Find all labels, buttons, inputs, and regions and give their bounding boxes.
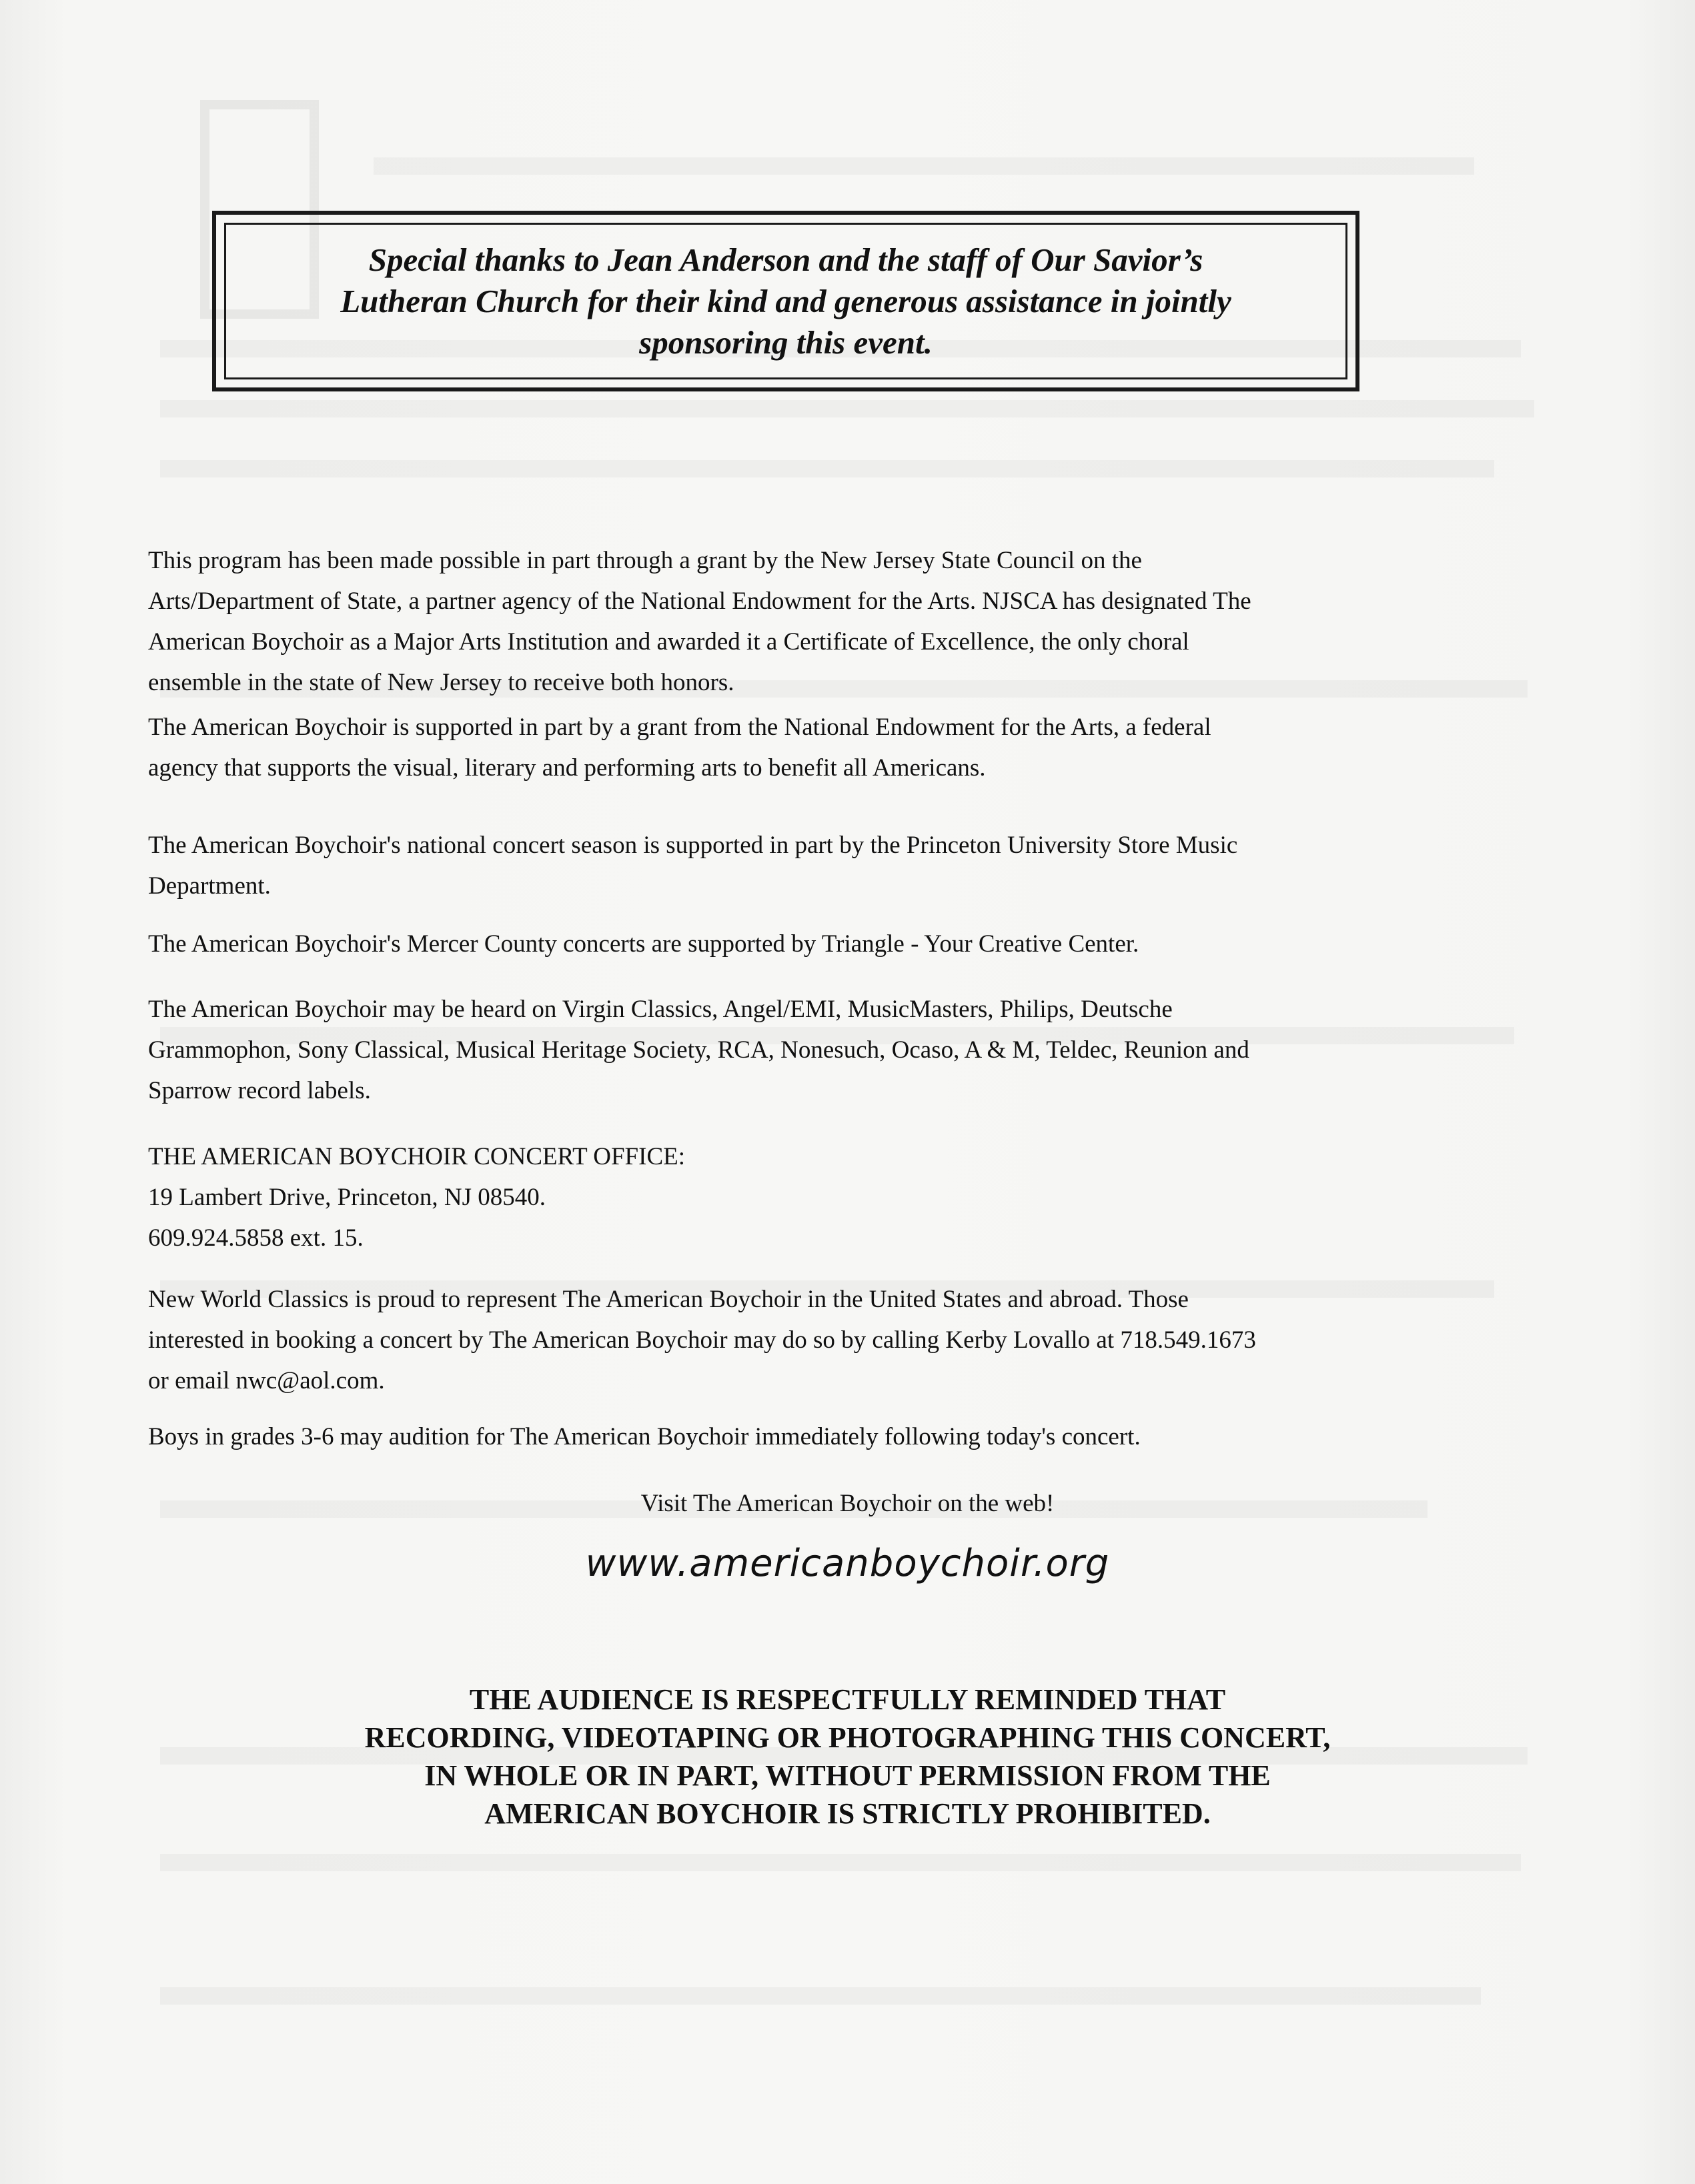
notice-line: RECORDING, VIDEOTAPING OR PHOTOGRAPHING THIS CONCERT, (364, 1721, 1331, 1754)
bleed-through-line (374, 157, 1474, 175)
office-phone: 609.924.5858 ext. 15. (148, 1224, 364, 1252)
sponsor-line: sponsoring this event. (639, 323, 933, 361)
paragraph-line: Arts/Department of State, a partner agency of the National Endowment for the Arts. NJSCA has designated The (148, 588, 1251, 615)
notice-line: IN WHOLE OR IN PART, WITHOUT PERMISSION FROM THE (424, 1759, 1271, 1792)
paragraph-line: Boys in grades 3-6 may audition for The American Boychoir immediately following today's concert. (148, 1423, 1141, 1450)
paragraph-line: The American Boychoir's Mercer County concerts are supported by Triangle - Your Creative Center. (148, 930, 1139, 958)
office-heading: THE AMERICAN BOYCHOIR CONCERT OFFICE: (148, 1143, 686, 1170)
paragraph-line: agency that supports the visual, literary and performing arts to benefit all Americans. (148, 754, 986, 782)
bleed-through-line (160, 1854, 1521, 1871)
paragraph-line: New World Classics is proud to represent The American Boychoir in the United States and abroad. Those (148, 1286, 1189, 1313)
paragraph-line: interested in booking a concert by The American Boychoir may do so by calling Kerby Lovallo at 718.549.1673 (148, 1326, 1256, 1354)
princeton-paragraph (148, 825, 1562, 906)
paragraph-line: The American Boychoir is supported in part by a grant from the National Endowment for the Arts, a federal (148, 714, 1211, 741)
record-labels-paragraph (148, 989, 1562, 1111)
paragraph-line: Sparrow record labels. (148, 1077, 371, 1104)
njsca-paragraph (148, 540, 1562, 703)
paragraph-line: ensemble in the state of New Jersey to receive both honors. (148, 669, 734, 696)
sponsor-line: Special thanks to Jean Anderson and the staff of Our Savior’s (368, 241, 1203, 278)
new-world-paragraph (148, 1279, 1562, 1401)
paragraph-line: The American Boychoir's national concert season is supported in part by the Princeton University Store Music (148, 832, 1238, 859)
notice-line: AMERICAN BOYCHOIR IS STRICTLY PROHIBITED. (484, 1797, 1211, 1830)
sponsor-box (212, 211, 1359, 391)
audition-paragraph (148, 1416, 1562, 1457)
sponsor-text (320, 239, 1251, 363)
bleed-through-line (160, 460, 1494, 477)
bleed-through-line (160, 400, 1534, 417)
visit-web-text: Visit The American Boychoir on the web! (640, 1490, 1055, 1517)
sponsor-line: Lutheran Church for their kind and generous assistance in jointly (340, 282, 1231, 319)
nea-paragraph (148, 707, 1562, 788)
mercer-paragraph (148, 924, 1562, 964)
bleed-through-line (160, 1987, 1481, 2005)
office-address: 19 Lambert Drive, Princeton, NJ 08540. (148, 1184, 546, 1211)
sponsor-box-inner (224, 223, 1347, 379)
paragraph-line: Department. (148, 872, 271, 900)
concert-office (148, 1136, 1562, 1258)
paragraph-line: Grammophon, Sony Classical, Musical Heritage Society, RCA, Nonesuch, Ocaso, A & M, Teldec, Reunion and (148, 1036, 1249, 1064)
recording-notice (0, 1681, 1695, 1833)
website-url: www.americanboychoir.org (585, 1542, 1110, 1585)
notice-line: THE AUDIENCE IS RESPECTFULLY REMINDED THAT (469, 1683, 1226, 1716)
paragraph-line: or email nwc@aol.com. (148, 1367, 385, 1394)
paragraph-line: The American Boychoir may be heard on Virgin Classics, Angel/EMI, MusicMasters, Philips, Deutsche (148, 996, 1173, 1023)
paragraph-line: This program has been made possible in part through a grant by the New Jersey State Council on the (148, 547, 1142, 574)
paragraph-line: American Boychoir as a Major Arts Institution and awarded it a Certificate of Excellence, the only choral (148, 628, 1189, 656)
